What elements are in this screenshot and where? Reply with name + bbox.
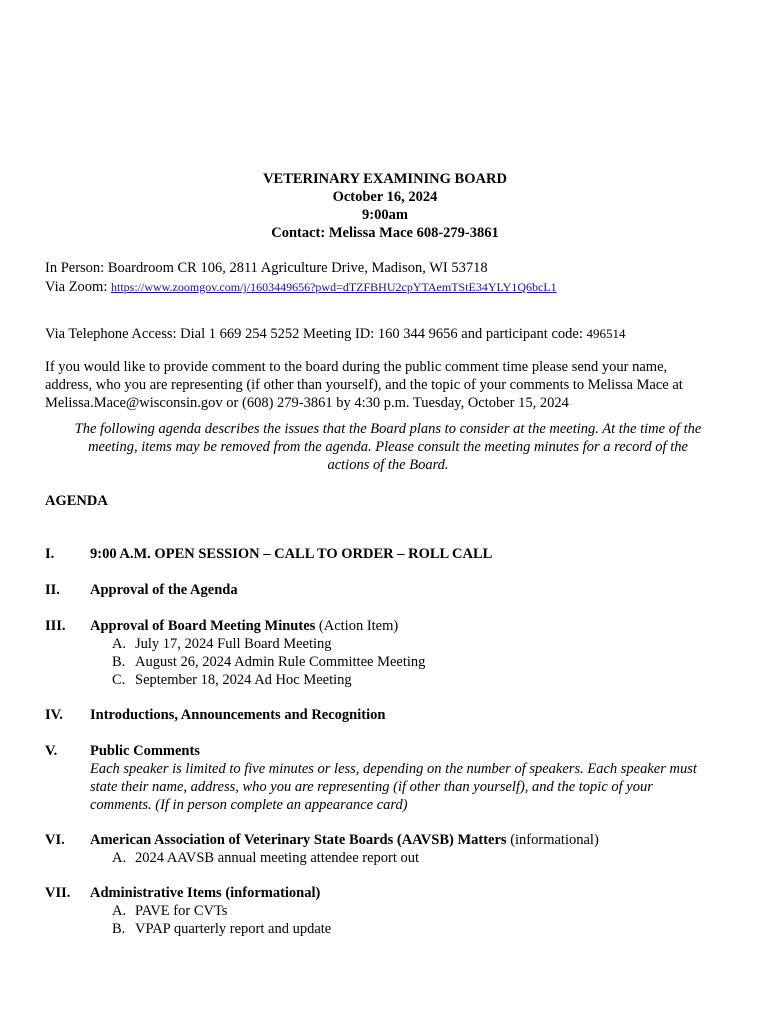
item-number: II. [45, 582, 60, 598]
agenda-item [45, 884, 735, 938]
item-number: V. [45, 743, 58, 759]
zoom-label: Via Zoom: [45, 279, 111, 295]
zoom-line [45, 278, 735, 296]
sub-text: August 26, 2024 Admin Rule Committee Meeting [135, 654, 426, 670]
item-number: III. [45, 618, 66, 634]
document-header [0, 170, 770, 242]
sub-letter: C. [112, 672, 126, 688]
sub-text: 2024 AAVSB annual meeting attendee report out [135, 850, 420, 866]
sub-letter: A. [112, 903, 127, 919]
board-title: VETERINARY EXAMINING BOARD [263, 171, 507, 187]
agenda-disclaimer [45, 420, 731, 474]
in-person-line: In Person: Boardroom CR 106, 2811 Agriculture Drive, Madison, WI 53718 [45, 260, 488, 276]
item-title: Approval of Board Meeting Minutes [90, 618, 316, 634]
sub-letter: A. [112, 850, 127, 866]
meeting-time: 9:00am [362, 207, 408, 223]
item-title: American Association of Veterinary State Boards (AAVSB) Matters [90, 832, 507, 848]
sub-item [112, 920, 735, 938]
item-title: Approval of the Agenda [90, 582, 238, 598]
sub-text: VPAP quarterly report and update [135, 921, 332, 937]
zoom-link[interactable]: https://www.zoomgov.com/j/1603449656?pwd=dTZFBHU2cpYTAemTStE34YLY1Q6bcL1 [110, 280, 557, 294]
sub-item [112, 653, 735, 671]
participant-code: 496514 [586, 326, 626, 341]
contact-line: Contact: Melissa Mace 608-279-3861 [271, 225, 499, 241]
agenda-item [45, 545, 735, 563]
item-description-line: comments. (If in person complete an appearance card) [90, 797, 408, 813]
disclaimer-line: actions of the Board. [327, 457, 449, 473]
item-title: Administrative Items (informational) [90, 885, 321, 901]
sub-item [112, 902, 735, 920]
sub-text: PAVE for CVTs [135, 903, 228, 919]
sub-letter: B. [112, 921, 126, 937]
item-title: Public Comments [90, 743, 200, 759]
agenda-heading: AGENDA [45, 493, 108, 509]
comment-notice-line: If you would like to provide comment to the board during the public comment time please send your name, [45, 359, 668, 375]
meeting-date: October 16, 2024 [332, 189, 438, 205]
item-note: (Action Item) [315, 618, 399, 634]
agenda-item [45, 581, 735, 599]
item-description-line: state their name, address, who you are representing (if other than yourself), and the topic of your [90, 779, 653, 795]
item-number: IV. [45, 707, 63, 723]
agenda-item [45, 617, 735, 689]
agenda-item [45, 706, 735, 724]
sub-text: July 17, 2024 Full Board Meeting [135, 636, 332, 652]
comment-notice [45, 358, 735, 412]
disclaimer-line: meeting, items may be removed from the agenda. Please consult the meeting minutes for a record of the [88, 439, 688, 455]
item-title: 9:00 A.M. OPEN SESSION – CALL TO ORDER – ROLL CALL [90, 546, 493, 562]
sub-letter: B. [112, 654, 126, 670]
item-number: I. [45, 546, 55, 562]
sub-letter: A. [112, 636, 127, 652]
item-title: Introductions, Announcements and Recognition [90, 707, 386, 723]
item-number: VII. [45, 885, 71, 901]
item-description-line: Each speaker is limited to five minutes or less, depending on the number of speakers. Each speaker must [90, 761, 697, 777]
sub-item [112, 849, 735, 867]
sub-item [112, 635, 735, 653]
comment-notice-line: address, who you are representing (if other than yourself), and the topic of your comments to Melissa Mace at [45, 377, 683, 393]
agenda-item [45, 742, 735, 814]
comment-notice-line: Melissa.Mace@wisconsin.gov or (608) 279-3861 by 4:30 p.m. Tuesday, October 15, 2024 [45, 395, 569, 411]
sub-item [112, 671, 735, 689]
sub-text: September 18, 2024 Ad Hoc Meeting [135, 672, 352, 688]
agenda-item [45, 831, 735, 867]
phone-line [45, 325, 735, 343]
item-number: VI. [45, 832, 65, 848]
item-note: (informational) [506, 832, 599, 848]
disclaimer-line: The following agenda describes the issues that the Board plans to consider at the meeting. At the time of the [74, 421, 702, 437]
phone-text: Via Telephone Access: Dial 1 669 254 5252 Meeting ID: 160 344 9656 and participant code: [45, 326, 587, 342]
